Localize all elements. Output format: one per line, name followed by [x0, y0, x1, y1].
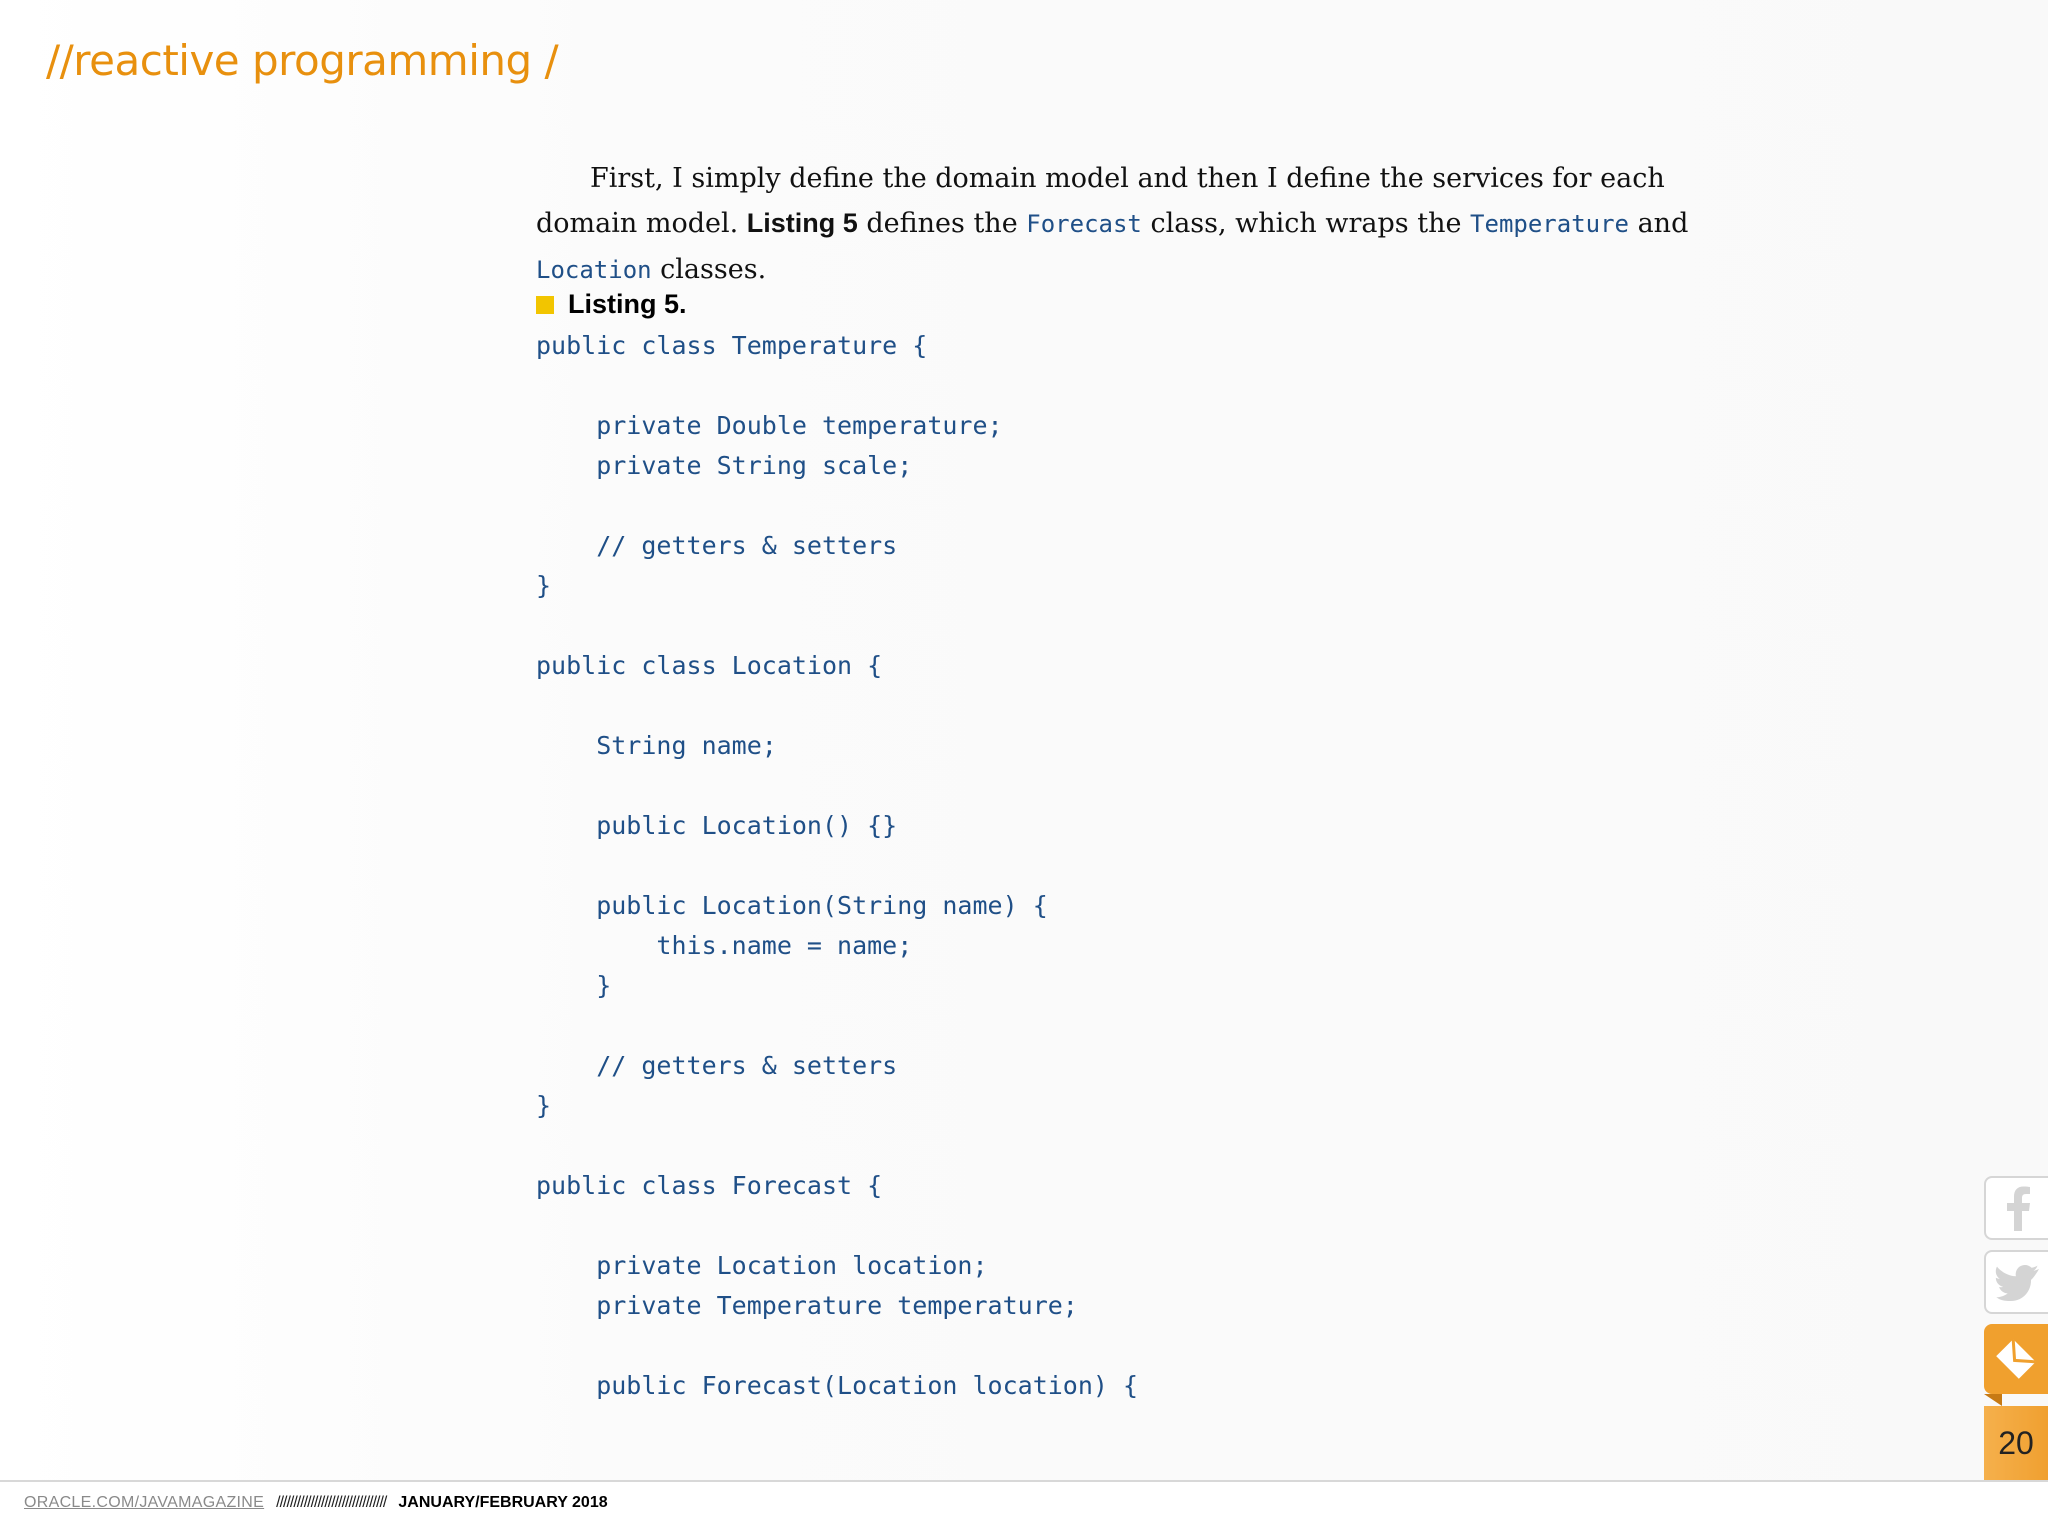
code-line: private Double temperature;: [536, 411, 1003, 440]
code-line: public Forecast(Location location) {: [536, 1371, 1139, 1400]
paragraph-text-2: defines the: [857, 208, 1027, 239]
code-line: private Temperature temperature;: [536, 1291, 1078, 1320]
footer-divider: [0, 1480, 2048, 1482]
inline-code-forecast: Forecast: [1026, 210, 1142, 238]
code-line: // getters & setters: [536, 1051, 898, 1080]
code-line: [536, 366, 1138, 406]
footer-site-link[interactable]: ORACLE.COM/JAVAMAGAZINE: [24, 1494, 265, 1511]
paragraph-text-4: and: [1629, 208, 1689, 239]
code-line: [536, 686, 1138, 726]
code-listing: [536, 326, 1138, 1406]
listing-header: [536, 289, 687, 320]
listing-marker-icon: [536, 296, 554, 314]
footer-slashes: ////////////////////////////////: [276, 1494, 387, 1511]
listing-reference: Listing 5: [746, 208, 858, 238]
inline-code-temperature: Temperature: [1470, 210, 1629, 238]
code-line: [536, 766, 1138, 806]
code-line: private Location location;: [536, 1251, 988, 1280]
body-paragraph: [536, 156, 1736, 293]
inline-code-location: Location: [536, 256, 652, 284]
facebook-share-button[interactable]: [1984, 1176, 2048, 1240]
code-line: [536, 486, 1138, 526]
paragraph-text-1: First, I simply define the domain model and then I define the services for each domain model.: [536, 163, 1665, 239]
code-line: private String scale;: [536, 451, 913, 480]
paragraph-text-5: classes.: [651, 254, 767, 285]
listing-title: Listing 5.: [568, 289, 687, 319]
code-line: [536, 606, 1138, 646]
footer-issue-date: JANUARY/FEBRUARY 2018: [398, 1494, 608, 1511]
code-line: [536, 846, 1138, 886]
code-line: [536, 1126, 1138, 1166]
code-line: [536, 1206, 1138, 1246]
code-line: public Location() {}: [536, 811, 898, 840]
section-title: //reactive programming /: [46, 36, 559, 85]
paragraph-text-3: class, which wraps the: [1141, 208, 1471, 239]
page-number: 20: [1984, 1406, 2048, 1480]
code-line: public class Forecast {: [536, 1171, 883, 1200]
twitter-icon: [1995, 1263, 2039, 1301]
email-icon: [1993, 1336, 2039, 1382]
code-line: public class Location {: [536, 651, 883, 680]
code-line: }: [536, 571, 552, 600]
footer: [24, 1494, 608, 1512]
code-line: }: [536, 1091, 552, 1120]
twitter-share-button[interactable]: [1984, 1250, 2048, 1314]
code-line: this.name = name;: [536, 931, 913, 960]
code-line: // getters & setters: [536, 531, 898, 560]
code-line: public class Temperature {: [536, 331, 928, 360]
email-share-button[interactable]: [1984, 1324, 2048, 1394]
code-line: String name;: [536, 731, 777, 760]
code-line: public Location(String name) {: [536, 891, 1048, 920]
code-line: }: [536, 971, 612, 1000]
facebook-icon: [2000, 1185, 2034, 1231]
code-line: [536, 1326, 1138, 1366]
email-tab-tail: [1984, 1394, 2002, 1406]
code-line: [536, 1006, 1138, 1046]
